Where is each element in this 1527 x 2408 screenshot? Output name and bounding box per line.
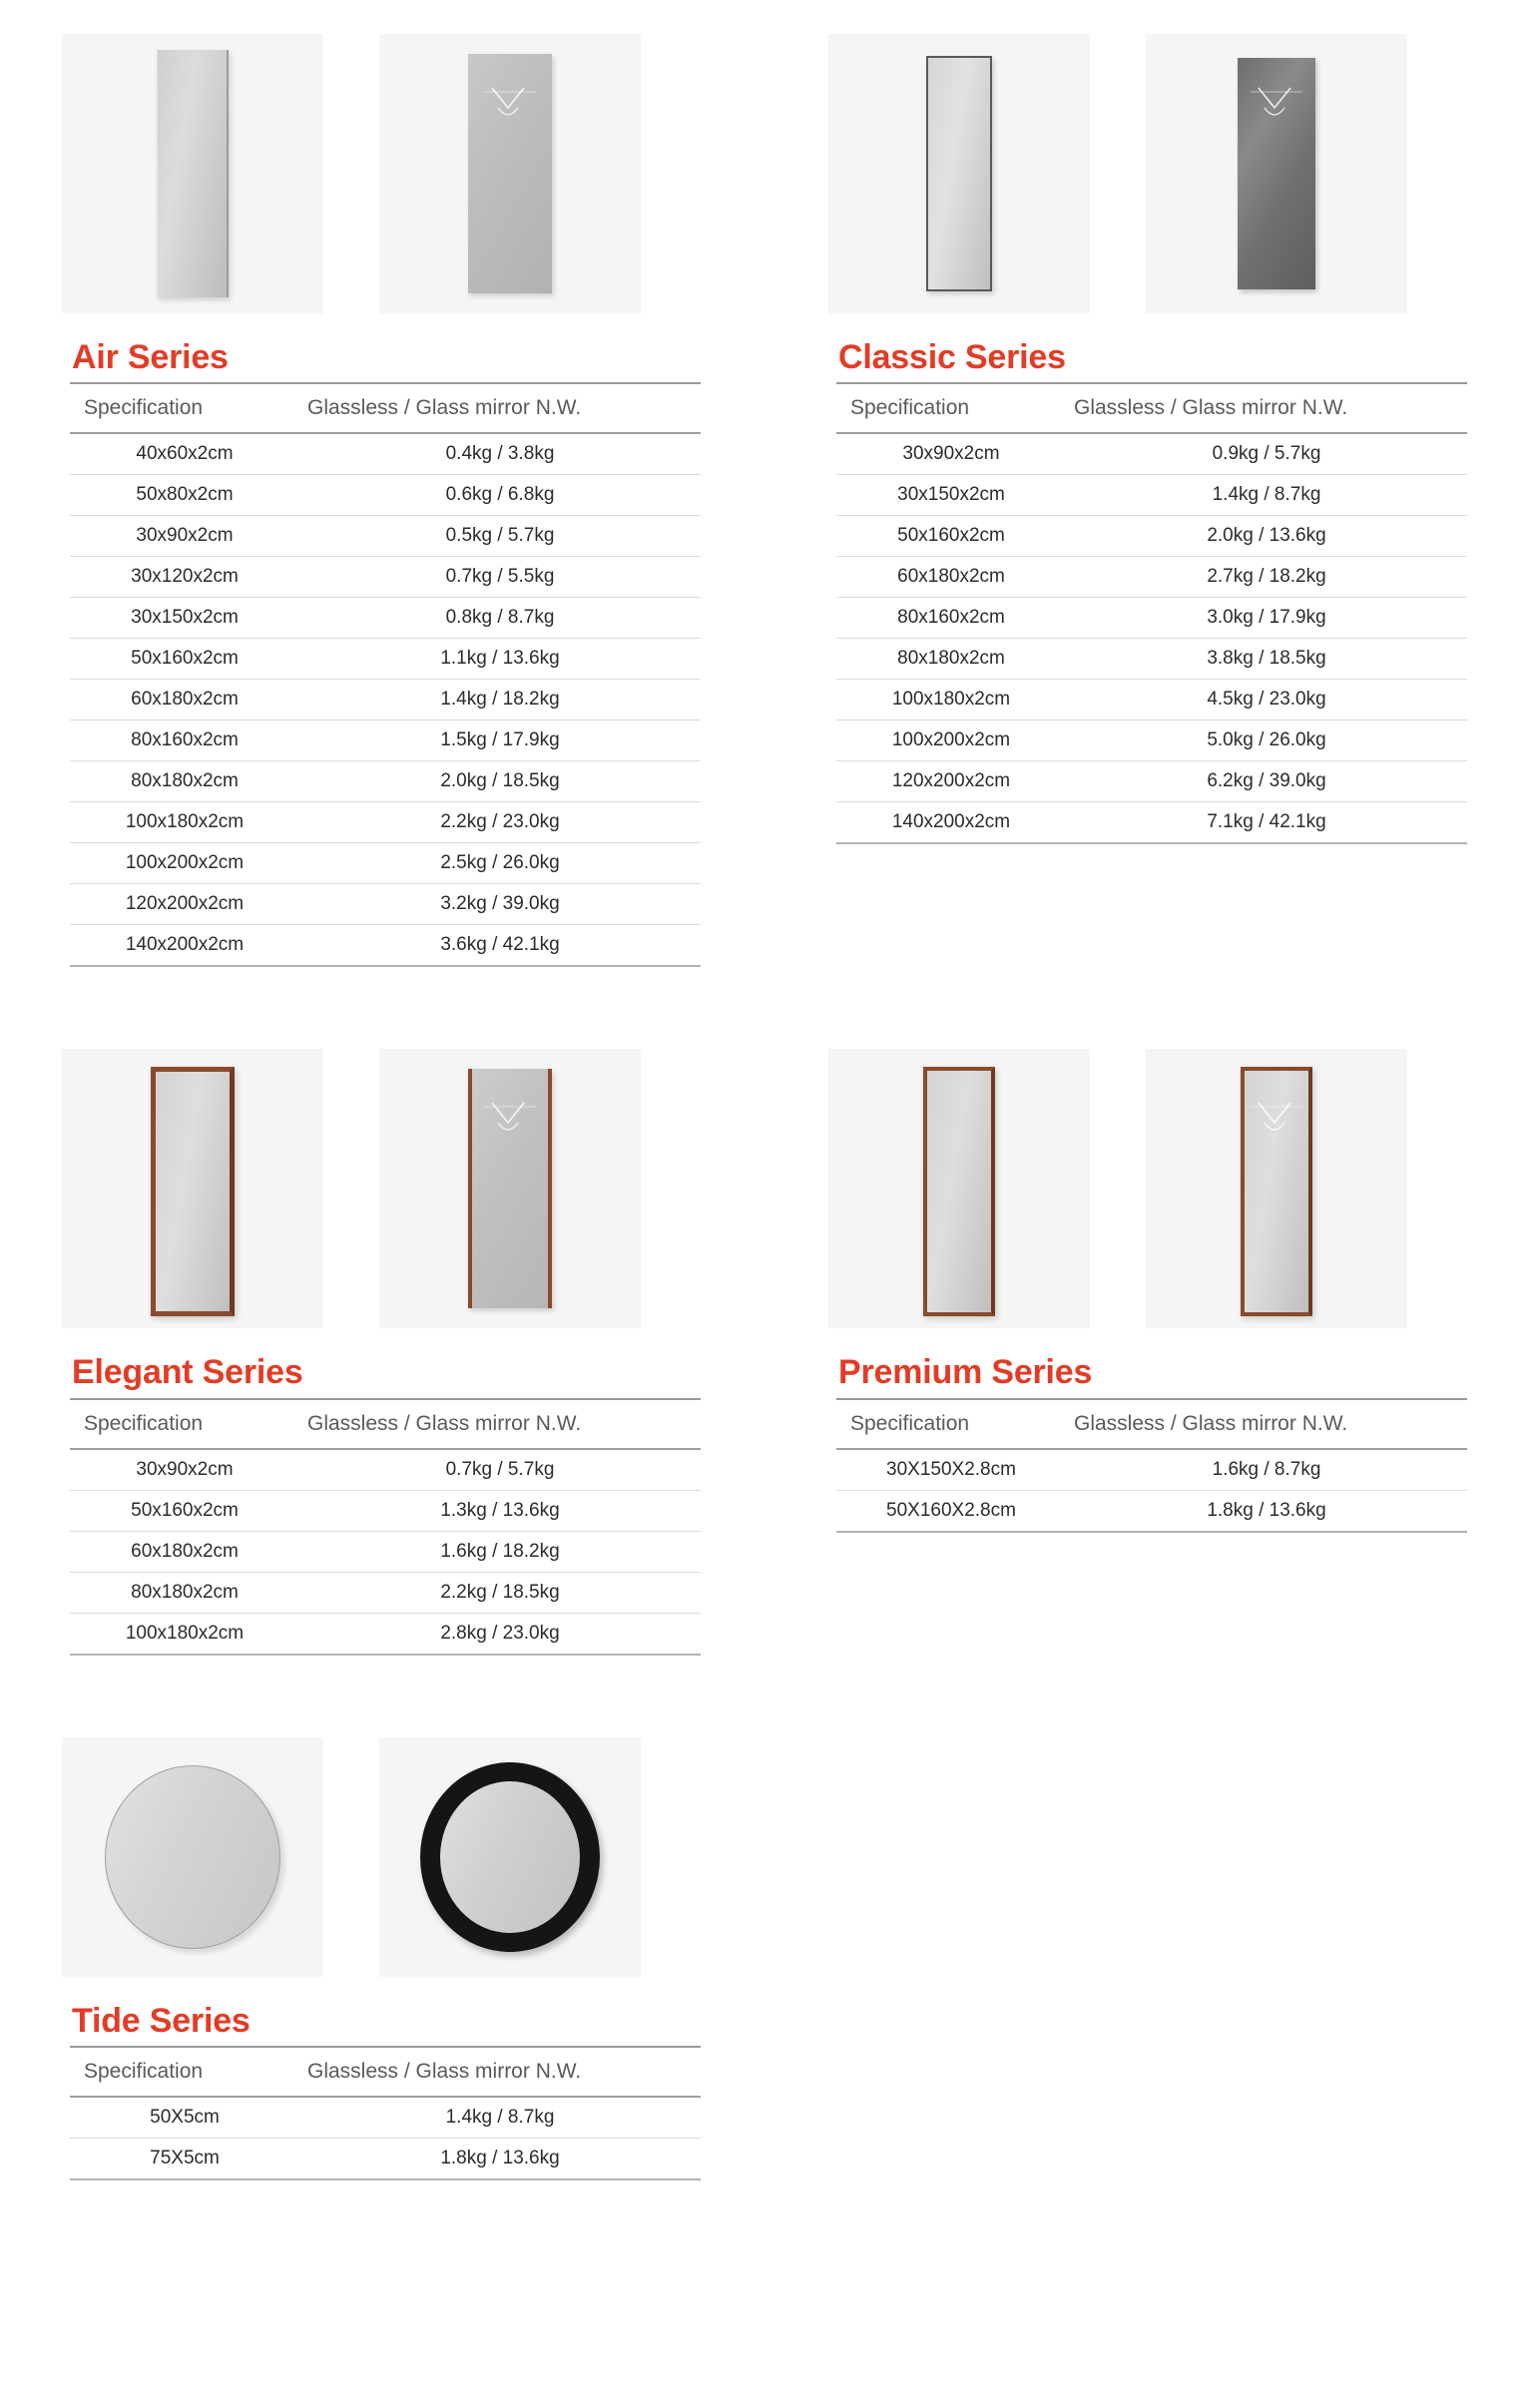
- table-row: [836, 802, 1467, 844]
- premium-mirror-wood-photo: [828, 1049, 1090, 1328]
- weight-cell: 0.8kg / 8.7kg: [299, 598, 701, 639]
- weight-cell: 3.6kg / 42.1kg: [299, 925, 701, 967]
- column-header-weight: Glassless / Glass mirror N.W.: [1066, 1399, 1467, 1449]
- mirror-panel-wood: [151, 1067, 235, 1316]
- weight-cell: 1.3kg / 13.6kg: [299, 1490, 701, 1531]
- table-row: [836, 475, 1467, 516]
- table-row: [836, 598, 1467, 639]
- packaged-panel-grey: [1238, 58, 1315, 289]
- air-mirror-packaged-photo: [379, 34, 641, 313]
- table-row: [836, 516, 1467, 557]
- weight-cell: 2.2kg / 23.0kg: [299, 802, 701, 843]
- column-header-specification: Specification: [836, 383, 1066, 433]
- weight-cell: 0.7kg / 5.7kg: [299, 1449, 701, 1491]
- series-block-air: [62, 34, 759, 967]
- weight-cell: 1.6kg / 18.2kg: [299, 1531, 701, 1572]
- weight-cell: 1.8kg / 13.6kg: [299, 2139, 701, 2180]
- table-row: [70, 2097, 701, 2139]
- weight-cell: 2.0kg / 18.5kg: [299, 761, 701, 802]
- table-row: [836, 761, 1467, 802]
- weight-cell: 6.2kg / 39.0kg: [1066, 761, 1467, 802]
- table-row: [836, 1449, 1467, 1491]
- spec-cell: 100x200x2cm: [836, 721, 1066, 761]
- spec-cell: 60x180x2cm: [836, 557, 1066, 598]
- tide-mirror-round-black-photo: [379, 1737, 641, 1977]
- column-header-weight: Glassless / Glass mirror N.W.: [299, 2047, 701, 2097]
- spec-cell: 80x160x2cm: [836, 598, 1066, 639]
- series-title: Premium Series: [838, 1353, 1093, 1392]
- table-row: [70, 761, 701, 802]
- spec-cell: 60x180x2cm: [70, 1531, 299, 1572]
- series-title: Tide Series: [72, 2001, 251, 2040]
- weight-cell: 0.5kg / 5.7kg: [299, 516, 701, 557]
- table-row: [70, 1449, 701, 1491]
- weight-cell: 1.4kg / 8.7kg: [1066, 475, 1467, 516]
- table-row: [836, 680, 1467, 721]
- mirror-panel: [157, 50, 229, 297]
- spec-table: [836, 382, 1467, 844]
- spec-cell: 80x180x2cm: [836, 639, 1066, 680]
- series-photos: [62, 34, 759, 313]
- table-row: [70, 884, 701, 925]
- weight-cell: 1.8kg / 13.6kg: [1066, 1490, 1467, 1532]
- spec-cell: 140x200x2cm: [70, 925, 299, 967]
- weight-cell: 7.1kg / 42.1kg: [1066, 802, 1467, 844]
- spec-cell: 50x80x2cm: [70, 475, 299, 516]
- spec-cell: 60x180x2cm: [70, 680, 299, 721]
- table-row: [70, 433, 701, 475]
- table-header-row: [70, 1399, 701, 1449]
- table-row: [70, 1613, 701, 1655]
- table-row: [836, 557, 1467, 598]
- spec-cell: 50X160X2.8cm: [836, 1490, 1066, 1532]
- table-row: [836, 721, 1467, 761]
- series-block-tide: [62, 1737, 759, 2180]
- weight-cell: 2.2kg / 18.5kg: [299, 1572, 701, 1613]
- table-header-row: [836, 383, 1467, 433]
- weight-cell: 0.9kg / 5.7kg: [1066, 433, 1467, 475]
- column-header-specification: Specification: [70, 2047, 299, 2097]
- classic-mirror-framed-photo: [828, 34, 1090, 313]
- weight-cell: 3.2kg / 39.0kg: [299, 884, 701, 925]
- series-title: Elegant Series: [72, 1353, 303, 1392]
- series-title: Air Series: [72, 338, 229, 376]
- series-title: Classic Series: [838, 338, 1066, 376]
- weight-cell: 0.6kg / 6.8kg: [299, 475, 701, 516]
- table-header-row: [70, 2047, 701, 2097]
- weight-cell: 1.5kg / 17.9kg: [299, 721, 701, 761]
- series-block-elegant: [62, 1049, 759, 1655]
- round-mirror-black-frame: [420, 1762, 600, 1952]
- weight-cell: 1.4kg / 18.2kg: [299, 680, 701, 721]
- spec-cell: 140x200x2cm: [836, 802, 1066, 844]
- spec-cell: 30x90x2cm: [70, 1449, 299, 1491]
- column-header-specification: Specification: [70, 1399, 299, 1449]
- table-row: [70, 925, 701, 967]
- mirror-panel-wood: [1241, 1067, 1312, 1316]
- weight-cell: 0.4kg / 3.8kg: [299, 433, 701, 475]
- weight-cell: 5.0kg / 26.0kg: [1066, 721, 1467, 761]
- spec-cell: 100x180x2cm: [70, 1613, 299, 1655]
- mirror-panel-framed: [926, 56, 992, 291]
- table-row: [70, 557, 701, 598]
- spec-cell: 50X5cm: [70, 2097, 299, 2139]
- mirror-panel-wood: [923, 1067, 995, 1316]
- series-block-premium: [828, 1049, 1525, 1655]
- weight-cell: 2.0kg / 13.6kg: [1066, 516, 1467, 557]
- weight-cell: 4.5kg / 23.0kg: [1066, 680, 1467, 721]
- spec-cell: 80x160x2cm: [70, 721, 299, 761]
- weight-cell: 2.8kg / 23.0kg: [299, 1613, 701, 1655]
- spec-cell: 30X150X2.8cm: [836, 1449, 1066, 1491]
- weight-cell: 1.4kg / 8.7kg: [299, 2097, 701, 2139]
- spec-cell: 120x200x2cm: [70, 884, 299, 925]
- spec-cell: 120x200x2cm: [836, 761, 1066, 802]
- table-row: [70, 1531, 701, 1572]
- spec-cell: 80x180x2cm: [70, 761, 299, 802]
- weight-cell: 1.1kg / 13.6kg: [299, 639, 701, 680]
- table-row: [70, 680, 701, 721]
- spec-cell: 100x180x2cm: [70, 802, 299, 843]
- packaged-panel-wood: [468, 1069, 552, 1308]
- table-header-row: [70, 383, 701, 433]
- column-header-specification: Specification: [70, 383, 299, 433]
- table-row: [836, 1490, 1467, 1532]
- spec-cell: 75X5cm: [70, 2139, 299, 2180]
- spec-cell: 100x200x2cm: [70, 843, 299, 884]
- elegant-mirror-packaged-photo: [379, 1049, 641, 1328]
- table-row: [70, 843, 701, 884]
- table-row: [70, 1572, 701, 1613]
- spec-cell: 30x90x2cm: [836, 433, 1066, 475]
- classic-mirror-packaged-photo: [1146, 34, 1407, 313]
- spec-cell: 40x60x2cm: [70, 433, 299, 475]
- table-row: [70, 802, 701, 843]
- premium-mirror-packaged-photo: [1146, 1049, 1407, 1328]
- table-row: [70, 2139, 701, 2180]
- table-row: [70, 721, 701, 761]
- spec-cell: 50x160x2cm: [836, 516, 1066, 557]
- air-mirror-frameless-photo: [62, 34, 323, 313]
- spec-table: [70, 1398, 701, 1656]
- weight-cell: 2.7kg / 18.2kg: [1066, 557, 1467, 598]
- weight-cell: 3.0kg / 17.9kg: [1066, 598, 1467, 639]
- elegant-mirror-wood-photo: [62, 1049, 323, 1328]
- table-header-row: [836, 1399, 1467, 1449]
- table-row: [70, 475, 701, 516]
- series-photos: [62, 1049, 759, 1328]
- table-row: [70, 1490, 701, 1531]
- column-header-specification: Specification: [836, 1399, 1066, 1449]
- table-row: [836, 433, 1467, 475]
- weight-cell: 0.7kg / 5.5kg: [299, 557, 701, 598]
- spec-table: [70, 2046, 701, 2180]
- weight-cell: 1.6kg / 8.7kg: [1066, 1449, 1467, 1491]
- spec-table: [70, 382, 701, 967]
- spec-cell: 30x120x2cm: [70, 557, 299, 598]
- spec-table: [836, 1398, 1467, 1533]
- table-row: [70, 598, 701, 639]
- weight-cell: 3.8kg / 18.5kg: [1066, 639, 1467, 680]
- column-header-weight: Glassless / Glass mirror N.W.: [299, 383, 701, 433]
- spec-cell: 30x90x2cm: [70, 516, 299, 557]
- round-mirror: [105, 1765, 280, 1949]
- spec-cell: 100x180x2cm: [836, 680, 1066, 721]
- table-row: [70, 639, 701, 680]
- series-photos: [828, 1049, 1525, 1328]
- spec-cell: 50x160x2cm: [70, 1490, 299, 1531]
- weight-cell: 2.5kg / 26.0kg: [299, 843, 701, 884]
- series-block-classic: [828, 34, 1525, 967]
- spec-cell: 30x150x2cm: [836, 475, 1066, 516]
- packaged-panel: [468, 54, 552, 293]
- spec-cell: 30x150x2cm: [70, 598, 299, 639]
- spec-cell: 50x160x2cm: [70, 639, 299, 680]
- tide-mirror-round-plain-photo: [62, 1737, 323, 1977]
- column-header-weight: Glassless / Glass mirror N.W.: [299, 1399, 701, 1449]
- spec-cell: 80x180x2cm: [70, 1572, 299, 1613]
- column-header-weight: Glassless / Glass mirror N.W.: [1066, 383, 1467, 433]
- table-row: [70, 516, 701, 557]
- series-photos: [828, 34, 1525, 313]
- table-row: [836, 639, 1467, 680]
- series-photos: [62, 1737, 759, 1977]
